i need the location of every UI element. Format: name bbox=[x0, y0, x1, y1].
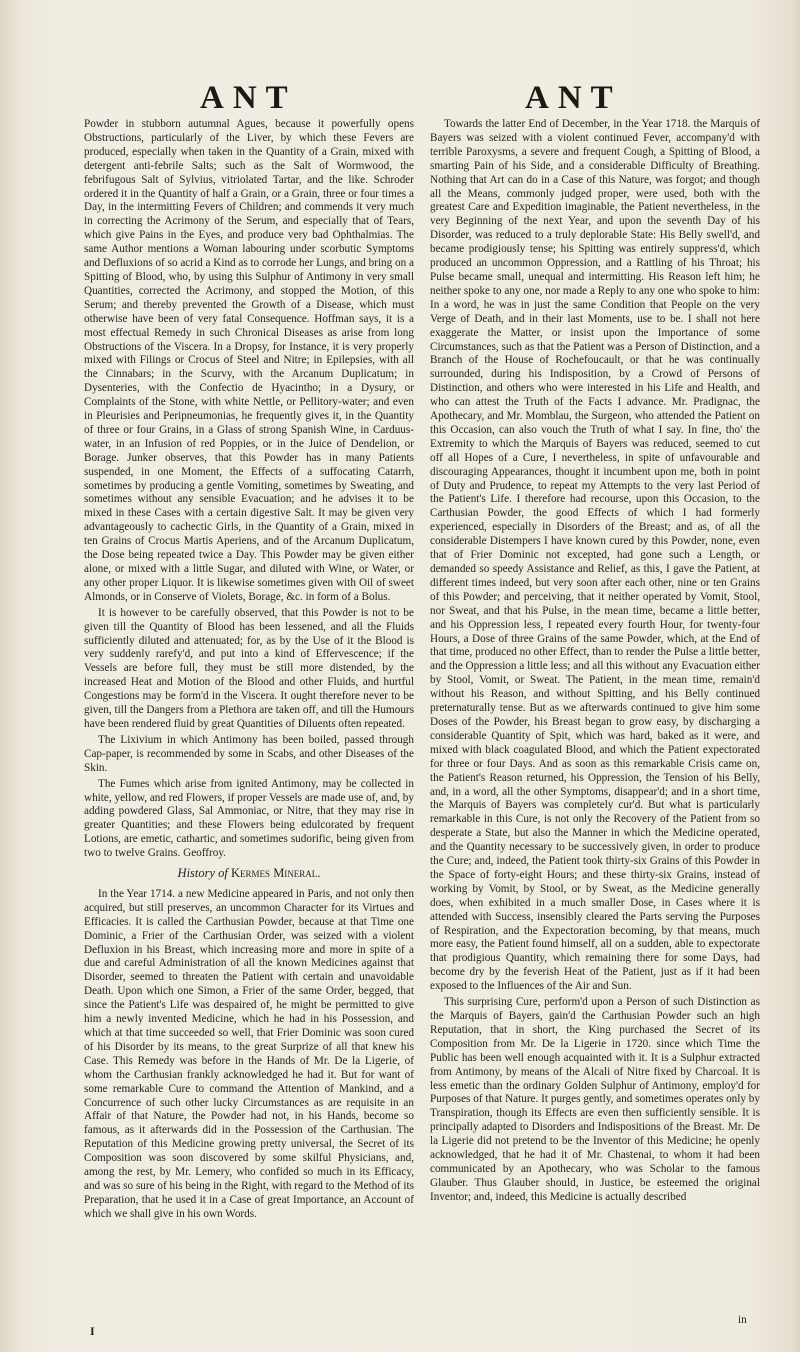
page-header bbox=[0, 80, 800, 120]
section-heading-title: Kermes Mineral. bbox=[231, 866, 321, 881]
paragraph: Towards the latter End of December, in the Year 1718. the Marquis of Bayers was seized with a violent continued Fever, accompany'd with terrible Paroxysms, a severe and frequent Cough, a Spitting of Blood, a smarting Pain of his Side, and a considerable Difficulty of Breathing. Nothing that Art can do in a Case of this Nature, was forgot; and though all the Means, commonly judged proper, were used, both with the greatest Care and Expedition imaginable, the Patient nevertheless, in the very Beginning of the next Year, and upon the seventh Day of his Disorder, was reduced to a truly deplorable State: His Belly swell'd, and became prodigiously tense; his Spitting was entirely suppress'd, which produced an uncommon Oppression, and a Rattling of his Throat; his Pulse became small, unequal and intermitting. His Reason left him; he neither spoke to any one, nor made a Reply to any one who spoke to him: In a word, he was in just the same Condition that People on the very Verge of Death, and in their last Moments, use to be. I shall not here exaggerate the Matter, or insist upon the Importance of some Circumstances, such as that the Patient was a Person of Distinction, and a Branch of the House of Rochefoucault, or that he was continually surrounded, during his Indisposition, by a Crowd of Persons of Distinction, and others who were interested in his Life and Health, and who can attest the Truth of the Facts I advance. Mr. Pradignac, the Apothecary, and Mr. Momblau, the Surgeon, who attended the Patient on this Occasion, can also vouch the Truth of what I say. In fine, tho' the Extremity to which the Marquis of Bayers was reduced, seemed to cut off all Hopes of a Cure, I nevertheless, in spite of unfavourable and discouraging Appearances, thought it incumbent upon me, both in point of Duty and Prudence, to repeat my Attempts to the very last Period of the Patient's Life. I therefore had recourse, upon this Occasion, to the Carthusian Powder, the good Effects of which I had formerly experienced, especially in Disorders of the Breast; and as, of all the considerable Distempers I have known cured by this Powder, none, even that of Frier Dominic not excepted, had gone such a Length, or demanded so speedy Assistance and Relief, as this, I gave the Patient, at different times indeed, but very soon after each other, nine or ten Grains of this Powder; and perceiving, that it neither operated by Vomit, Stool, nor Sweat, and that his Pulse, in the mean time, became a little better, and his Oppression less, I repeated every fourth Hour, for twenty-four Hours, a Dose of three Grains of the same Powder, which, at the End of that time, produced no other Effect, than to render the Pulse a little better, and the Oppression a little less; and all this without any Evacuation either by Stool, Vomit, or Sweat. The Patient, in the mean time, remain'd without his Reason, and without Spitting, and his Belly continued preternaturally tense. But as we afterwards continued to give him some Doses of the Powder, his Breast began to grow easy, by discharging a considerable Quantity of Spit, which was hard, baked as it were, and mixed with black coagulated Blood, and which the Patient expectorated for three or four Days. And as soon as this remarkable Crisis came on, the Patient's Reason returned, his Oppression, the Tension of his Belly, and, in a word, all the other Symptoms, disappear'd; and in a short time, the Marquis of Bayers was completely cur'd. But what is particularly remarkable in this Cure, is not only the Recovery of the Patient from so desperate a State, but also the Manner in which the Medicine operated, and the Quantity necessary to be successively given, in order to produce the Cure; and, indeed, the Patient took thirty-six Grains of this Powder in the Space of forty-eight Hours; and these thirty-six Grains, instead of working by Vomit, by Stool, or by Sweat, as the Medicine generally does, when exhibited in a much smaller Dose, in Cases where it is attended with Success, insensibly cleared the Parts serving the Purposes of Respiration, and the Expectoration becoming, by that means, much more easy, the Patient found himself, all on a sudden, able to expectorate that prodigious Quantity, which remaining there for some Days, had become dry by the feverish Heat of the Patient, just as if it had been exposed to the Influences of the Air and Sun. bbox=[430, 118, 760, 993]
running-head-left: ANT bbox=[200, 80, 297, 116]
right-column bbox=[430, 118, 760, 1207]
catchword: in bbox=[738, 1314, 747, 1326]
running-head-right: ANT bbox=[525, 80, 622, 116]
paragraph: It is however to be carefully observed, that this Powder is not to be given till the Quantity of Blood has been lessened, and all the Fluids sufficiently diluted and attenuated; for, as by the Use of it the Blood is very suddenly rarefy'd, and put into a kind of Effervescence; if the Vessels are before full, they must be still more distended, by the increased Heat and Motion of the Blood and other Fluids, and hurtful Congestions may be form'd in the Viscera. It ought therefore never to be given, till the Dangers from a Plethora are taken off, and till the Humours have been rendered fluid by great Quantities of Diluents often repeated. bbox=[84, 606, 414, 730]
signature-mark: I bbox=[90, 1324, 95, 1338]
paragraph: Powder in stubborn autumnal Agues, because it powerfully opens Obstructions, particularly of the Liver, by which these Fevers are produced, especially when taken in the Quantity of a Grain, mixed with detergent anti-febrile Salts; such as the Salt of Wormwood, the febrifugous Salt of Sylvius, vitriolated Tartar, and the like. Schroder ordered it in the Quantity of half a Grain, or a Grain, three or four times a Day, in the intermitting Fevers of Children; and commends it very much in correcting the Acrimony of the Serum, and especially that of Tears, which give Pains in the Eyes, and produce very bad Ophthalmias. The same Author mentions a Woman labouring under scorbutic Symptoms and Defluxions of so acrid a Kind as to corrode her Lungs, and bring on a Spitting of Blood, who, by using this Sulphur of Antimony in very small Quantities, corrected the Acrimony, and stopped the Motion, of this Serum; and thereby prevented the Growth of a Disease, which must otherwise have been of very fatal Consequence. Hoffman says, it is a most effectual Remedy in such Chronical Diseases as arise from long Obstructions of the Viscera. In a Dropsy, for Instance, it is very properly mixed with Filings or Crocus of Steel and Nitre; in Epilepsies, with all the Cinnabars; in the Scurvy, with the Arcanum Duplicatum; in Dysenteries, with the Confectio de Hyacintho; in a Dysury, or Complaints of the Stone, with white Nettle, or Pellitory-water; and even in Pleurisies and Peripneumonias, he frequently gives it, in the Quantity of three or four Grains, in a Glass of strong Spanish Wine, in Carduus-water, in an Infusion of red Poppies, or in the Juice of Dendelion, or Borage. Junker observes, that this Powder has in many Patients suspended, in one Moment, the Effects of a suffocating Catarrh, sometimes by producing a gentle Vomiting, sometimes by Sweating, and sometimes without any sensible Evacuation; and he advises it to be mixed in these Cases with a certain digestive Salt. It may be given very advantageously to cachectic Girls, in the Quantity of a Grain, mixed in ten Grains of Crocus Martis Aperiens, and of the Arcanum Duplicatum, the Dose being repeated twice a Day. This Powder may be given either alone, or mixed with a little Sugar, and diluted with Wine, or Water, or any other proper Liquor. It is likewise sometimes given with Oil of sweet Almonds, or in Conserve of Violets, Borage, &c. in form of a Bolus. bbox=[84, 118, 414, 603]
text-columns bbox=[84, 118, 784, 1328]
section-heading-prefix: History of bbox=[177, 866, 232, 881]
section-heading bbox=[84, 867, 414, 881]
paragraph: The Fumes which arise from ignited Antimony, may be collected in white, yellow, and red Flowers, if proper Vessels are made use of, and, by adding powdered Glass, Sal Ammoniac, or Nitre, that they may rise in greater Quantities; and these Flowers being edulcorated by frequent Lotions, are emetic, cathartic, and sometimes sudorific, being given from two to twelve Grains. Geoffroy. bbox=[84, 777, 414, 860]
left-column bbox=[84, 118, 414, 1224]
paragraph: In the Year 1714. a new Medicine appeared in Paris, and not only then acquired, but still preserves, an uncommon Character for its Virtues and Efficacies. It is called the Carthusian Powder, because at that Time one Dominic, a Frier of the Carthusian Order, was seized with a violent Defluxion in his Breast, which increasing more and more in spite of a due and careful Administration of all the known Medicines against that Disorder, seemed to threaten the Patient with certain and unavoidable Death. Upon which one Simon, a Frier of the same Order, begged, that since the Patient's Life was despaired of, he might be permitted to give him a newly invented Medicine, which he had in his Possession, and which at that time succeeded so well, that Frier Dominic was soon cured of his Disorder by its means, to the great Surprize of all that knew his Case. This Remedy was before in the Hands of Mr. De la Ligerie, of whom the Carthusian frankly acknowledged he had it. But for want of some remarkable Cure to command the Attention of Mankind, and a Concurrence of such other lucky Circumstances as are requisite in an Affair of that Nature, the Powder had not, in his Hands, become so famous, as it afterwards did in the Possession of the Carthusian. The Reputation of this Medicine growing pretty universal, the Secret of its Composition was soon discovered by some skilful Physicians, and, among the rest, by Mr. Lemery, who confided so much in its Efficacy, and was so sure of his being in the Right, with regard to the Method of its Preparation, that he used it in a Case of great Importance, an Account of which we shall give in his own Words. bbox=[84, 887, 414, 1220]
paragraph: The Lixivium in which Antimony has been boiled, passed through Cap-paper, is recommended by some in Scabs, and other Diseases of the Skin. bbox=[84, 733, 414, 774]
paragraph: This surprising Cure, perform'd upon a Person of such Distinction as the Marquis of Bayers, gain'd the Carthusian Powder such an high Reputation, that in short, the King purchased the Secret of its Composition from Mr. De la Ligerie in 1720. since which Time the Public has been well enough acquainted with it. It is a Sulphur extracted from Antimony, by means of the Alcali of Nitre fixed by Charcoal. It is less emetic than the ordinary Golden Sulphur of Antimony, employ'd for Purposes of that Nature. It purges gently, and sometimes operates only by Transpiration, though its Effects are even then sufficiently sensible. It is principally adapted to Disorders and Indispositions of the Breast. Mr. De la Ligerie did not pretend to be the Inventor of this Medicine; he openly acknowledged, that he had it of Mr. Chastenai, to whom it had been communicated by an Apothecary, who was Scholar to the famous Glauber. Thus Glauber should, in Justice, be esteemed the original Inventor; and, indeed, this Medicine is actually described bbox=[430, 996, 760, 1203]
